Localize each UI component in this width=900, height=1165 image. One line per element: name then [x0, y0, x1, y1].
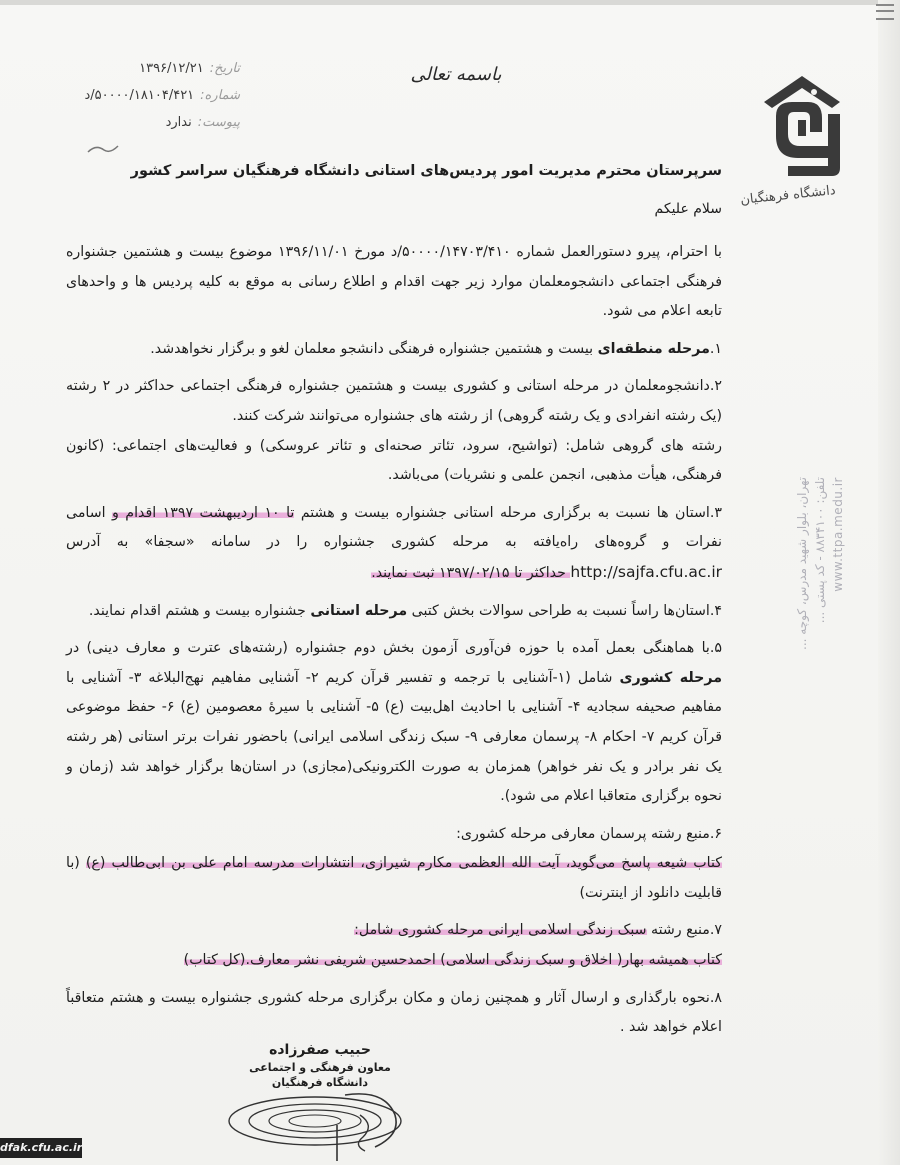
item-5-text-a: ۵.با هماهنگی بعمل آمده با حوزه فن‌آوری آزمون بخش دوم جشنواره (رشته‌های عترت و معارف دینی) در — [66, 640, 722, 657]
item-5 — [66, 634, 722, 812]
signature-block — [240, 1040, 400, 1090]
item-1 — [66, 335, 722, 365]
item-4-text-b: جشنواره بیست و هشتم اقدام نمایند. — [88, 602, 311, 619]
item-4-text-a: ۴.استان‌ها راساً نسبت به طراحی سوالات بخش کتبی — [407, 602, 722, 619]
footer-address-line-2: تلفن: ۸۸۳۴۱۰۰ - کد پستی ... — [813, 477, 827, 624]
signer-org: دانشگاه فرهنگیان — [271, 1076, 369, 1089]
meta-number-label: شماره: — [200, 88, 240, 103]
handwritten-signature-icon — [225, 1085, 425, 1163]
item-2: ۲.دانشجومعلمان در مرحله استانی و کشوری بیست و هشتمین جشنواره فرهنگی اجتماعی حداکثر در ۲ رشته (یک رشته انفرادی و یک رشته گروهی) از رشته های جشنواره می‌توانند شرکت کنند. — [66, 378, 722, 424]
item-1-number: ۱. — [709, 340, 722, 357]
meta-number-value: ۵۰۰۰۰/۱۸۱۰۴/۴۲۱/د — [84, 88, 195, 103]
scan-right-edge — [878, 0, 900, 1165]
item-3 — [66, 499, 722, 589]
scribble-mark-icon — [86, 142, 120, 156]
footer-address-line-1: تهران، بلوار شهید مدرس، کوچه ... — [795, 477, 809, 650]
footer-address-strip — [780, 470, 860, 850]
university-logo-icon — [758, 72, 846, 182]
footer-address-text — [793, 477, 847, 850]
meta-attachment — [60, 112, 240, 139]
item-7 — [66, 916, 722, 975]
item-5-text-b: شامل (۱-آشنایی با ترجمه و تفسیر قرآن کریم ۲- آشنایی مفاهیم نهج‌البلاغه ۳- آشنایی با مفاهیم صحیفه سجادیه ۴- آشنایی با احادیث اهل‌بیت (ع) ۵- آشنایی با سیرهٔ معصومین (ع) ۶- حفظ موضوعی قرآن کریم ۷- احکام ۸- پرسمان معارفی ۹- سبک زندگی اسلامی ایرانی) باحضور نفرات برتر استانی (هر رشته یک نفر برادر و یک نفر خواهر) همزمان به صورت الکترونیکی(مجازی) در استان‌ها برگزار خواهد شد (زمان و نحوه برگزاری متعاقبا اعلام می شود). — [66, 669, 723, 805]
meta-attachment-value: ندارد — [165, 115, 192, 130]
item-3-text-a: ۳.استان ها نسبت به برگزاری مرحله استانی جشنواره بیست و هشتم — [300, 504, 723, 521]
item-1-text: بیست و هشتمین جشنواره فرهنگی دانشجو معلمان لغو و برگزار نخواهدشد. — [150, 340, 598, 357]
letter-body — [66, 238, 722, 1051]
logo-caption: دانشگاه فرهنگیان — [739, 183, 837, 208]
sajfa-url-link[interactable]: http://sajfa.cfu.ac.ir — [570, 562, 722, 581]
item-3-highlight-date: تا ۱۰ اردیبهشت ۱۳۹۷ اقدام و — [112, 504, 295, 521]
item-1-bold: مرحله منطقه‌ای — [597, 340, 710, 357]
item-7-highlight-book: کتاب همیشه بهار( اخلاق و سبک زندگی اسلامی) احمدحسین شریفی نشر معارف.(کل کتاب) — [183, 952, 722, 969]
site-watermark: dfak.cfu.ac.ir — [0, 1138, 82, 1158]
salutation: سلام علیکم — [654, 201, 722, 217]
item-6-highlight-book: کتاب شیعه پاسخ می‌گوید، آیت الله العظمی مکارم شیرازی، انتشارات مدرسه امام علی بن ابی‌طالب (ع) — [85, 855, 722, 872]
signer-title: معاون فرهنگی و اجتماعی — [249, 1061, 391, 1074]
item-7-highlight-subject: سبک زندگی اسلامی ایرانی مرحله کشوری شامل: — [354, 922, 647, 939]
signer-name: حبیب صفرزاده — [269, 1042, 371, 1058]
footer-address-line-3: www.ttpa.medu.ir — [831, 477, 845, 592]
item-3-highlight-deadline: حداکثر تا ۱۳۹۷/۰۲/۱۵ ثبت نمایند. — [371, 564, 571, 581]
meta-date-value: ۱۳۹۶/۱۲/۲۱ — [139, 61, 204, 76]
menu-icon — [876, 4, 894, 20]
scan-top-edge — [0, 0, 900, 5]
recipient-line: سرپرستان محترم مدیریت امور پردیس‌های استانی دانشگاه فرهنگیان سراسر کشور — [130, 163, 722, 179]
item-7-text-a: ۷.منبع رشته — [646, 922, 722, 939]
meta-attachment-label: پیوست: — [197, 115, 240, 130]
intro-paragraph: با احترام، پیرو دستورالعمل شماره ۵۰۰۰۰/۱۴۷۰۳/۴۱۰/د مورخ ۱۳۹۶/۱۱/۰۱ موضوع بیست و هشتمین جشنواره فرهنگی اجتماعی دانشجومعلمان موارد زیر جهت اقدام و اطلاع رسانی به موقع به کلیه پردیس ها و واحدهای تابعه اعلام می شود. — [66, 244, 722, 320]
item-6-text-b: (با قابلیت دانلود از اینترنت) — [66, 855, 722, 901]
item-4 — [66, 597, 722, 627]
item-6-text-a: ۶.منبع رشته پرسمان معارفی مرحله کشوری: — [456, 825, 722, 842]
meta-number — [60, 85, 240, 112]
item-3-text-b: اسامی نفرات و گروه‌های راه‌یافته به مرحله کشوری جشنواره را در سامانه «سجفا» به آدرس — [66, 504, 722, 551]
meta-date — [60, 58, 240, 85]
item-8: ۸.نحوه بارگذاری و ارسال آثار و همچنین زمان و مکان برگزاری مرحله کشوری جشنواره بیست و هشتم متعاقباً اعلام خواهد شد . — [66, 989, 722, 1036]
item-2-groups: رشته های گروهی شامل: (تواشیح، سرود، تئاتر صحنه‌ای و تئاتر عروسکی) و فعالیت‌های اجتماعی: (کانون فرهنگی، هیأت مذهبی، انجمن علمی و نشریات) می‌باشد. — [66, 437, 722, 484]
meta-date-label: تاریخ: — [209, 61, 240, 76]
bismillah-heading: باسمه تعالی — [410, 64, 502, 85]
item-5-bold: مرحله کشوری — [619, 669, 722, 686]
letter-meta — [60, 58, 240, 139]
item-6 — [66, 820, 722, 909]
item-4-bold: مرحله استانی — [310, 602, 408, 619]
